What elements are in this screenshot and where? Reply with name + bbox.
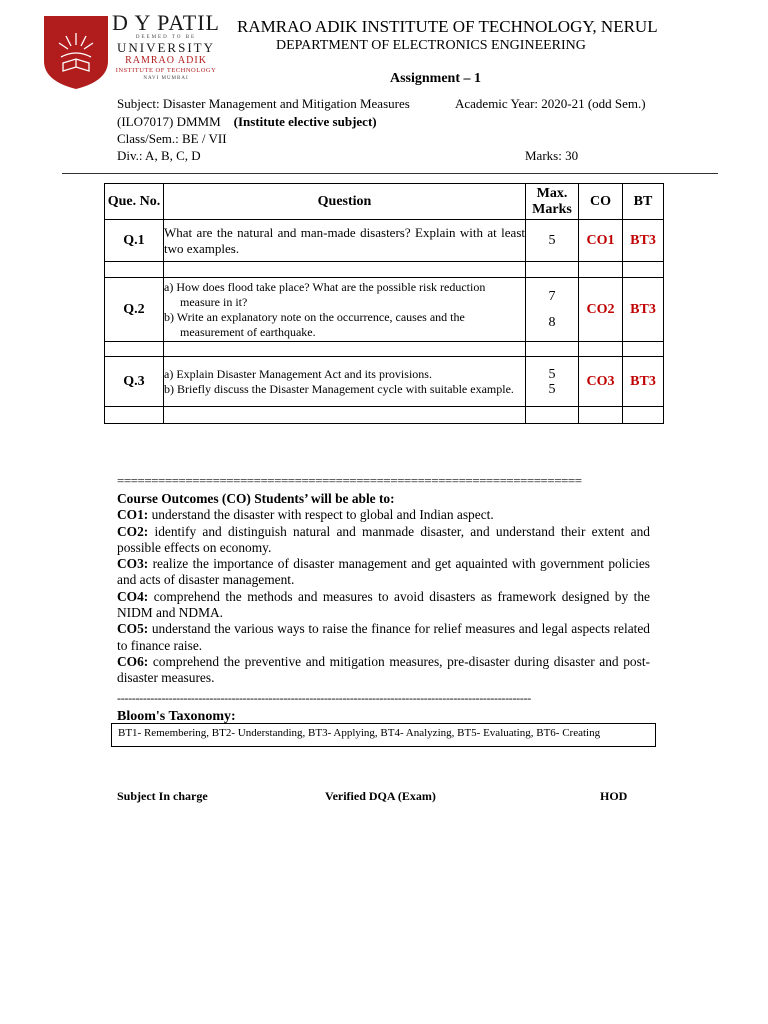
header-que-no: Que. No. xyxy=(105,184,164,220)
question-table xyxy=(104,183,664,424)
outcome-item xyxy=(117,589,650,622)
q3-marks xyxy=(526,357,579,407)
outcome-text: understand the various ways to raise the finance for relief measures and legal aspects related to finance raise. xyxy=(117,621,650,653)
q3-marks-b: 5 xyxy=(548,381,556,397)
q2-co: CO2 xyxy=(579,278,623,342)
university-logo-shield xyxy=(41,13,111,91)
assignment-title: Assignment – 1 xyxy=(390,71,482,86)
class-sem: Class/Sem.: BE / VII xyxy=(117,131,227,146)
table-header-row xyxy=(105,184,664,220)
q2-marks xyxy=(526,278,579,342)
outcome-label: CO3: xyxy=(117,556,149,572)
table-row-q2 xyxy=(105,278,664,342)
signature-hod: HOD xyxy=(600,789,628,803)
q2-bt: BT3 xyxy=(623,278,664,342)
outcome-text: realize the importance of disaster management and get aquainted with government policies and acts of disaster management. xyxy=(117,556,650,588)
outcome-item xyxy=(117,654,650,687)
header-co: CO xyxy=(579,184,623,220)
outcome-text: identify and distinguish natural and manmade disaster, and understand their extent and possible effects on economy. xyxy=(117,523,650,555)
q3-co: CO3 xyxy=(579,357,623,407)
signature-subject-in-charge: Subject In charge xyxy=(117,789,208,803)
table-row-q3 xyxy=(105,357,664,407)
elective-note: (Institute elective subject) xyxy=(233,114,377,129)
q2-part-b: b) Write an explanatory note on the occurrence, causes and the measurement of earthquake. xyxy=(164,309,465,339)
bloom-levels: BT1- Remembering, BT2- Understanding, BT3- Applying, BT4- Analyzing, BT5- Evaluating, BT6- Creating xyxy=(111,723,656,747)
logo-deemed: DEEMED TO BE xyxy=(135,35,197,40)
division: Div.: A, B, C, D xyxy=(117,148,201,163)
header-question: Question xyxy=(164,184,526,220)
logo-university: UNIVERSITY xyxy=(117,40,215,55)
outcome-label: CO1: xyxy=(117,507,149,523)
logo-location: NAVI MUMBAI xyxy=(143,76,189,81)
header-bt: BT xyxy=(623,184,664,220)
q3-marks-a: 5 xyxy=(548,366,556,382)
outcome-item xyxy=(117,524,650,557)
q3-number: Q.3 xyxy=(105,357,164,407)
total-marks: Marks: 30 xyxy=(525,148,579,163)
q1-marks: 5 xyxy=(526,220,579,262)
q3-part-b: b) Briefly discuss the Disaster Management cycle with suitable example. xyxy=(164,381,514,396)
department-name: DEPARTMENT OF ELECTRONICS ENGINEERING xyxy=(276,38,586,53)
q1-bt: BT3 xyxy=(623,220,664,262)
q3-bt: BT3 xyxy=(623,357,664,407)
q1-co: CO1 xyxy=(579,220,623,262)
q3-text xyxy=(164,357,526,407)
q1-text: What are the natural and man-made disasters? Explain with at least two examples. xyxy=(164,220,526,262)
university-logo-text xyxy=(107,12,225,82)
dashed-separator: ---------------------------------------------------------------------------------------------------------------- xyxy=(117,691,531,705)
q1-number: Q.1 xyxy=(105,220,164,262)
subject-code-text: (ILO7017) DMMM xyxy=(117,114,221,129)
subject-code xyxy=(117,114,377,130)
course-outcomes xyxy=(117,491,650,687)
q2-part-a: a) How does flood take place? What are the possible risk reduction measure in it? xyxy=(164,279,486,309)
outcome-item xyxy=(117,621,650,654)
outcome-text: understand the disaster with respect to global and Indian aspect. xyxy=(148,507,494,523)
outcome-label: CO6: xyxy=(117,653,149,669)
logo-name: D Y PATIL xyxy=(111,10,220,35)
table-spacer-row xyxy=(105,262,664,278)
logo-institute: RAMRAO ADIK xyxy=(125,55,207,66)
table-spacer-row xyxy=(105,342,664,357)
outcome-label: CO5: xyxy=(117,621,149,637)
signature-verified-dqa: Verified DQA (Exam) xyxy=(325,789,436,803)
bloom-title: Bloom's Taxonomy: xyxy=(117,709,236,724)
outcome-item xyxy=(117,556,650,589)
institute-name: RAMRAO ADIK INSTITUTE OF TECHNOLOGY, NERUL xyxy=(237,17,658,36)
q2-text xyxy=(164,278,526,342)
academic-year: Academic Year: 2020-21 (odd Sem.) xyxy=(455,96,646,111)
q3-part-a: a) Explain Disaster Management Act and its provisions. xyxy=(164,366,432,381)
outcome-text: comprehend the methods and measures to avoid disasters as framework designed by the NIDM and NDMA. xyxy=(117,588,650,621)
q2-marks-a: 7 xyxy=(548,288,556,304)
header-divider xyxy=(62,173,718,174)
course-outcomes-title: Course Outcomes (CO) Students’ will be able to: xyxy=(117,491,395,506)
outcome-label: CO2: xyxy=(117,523,149,539)
outcome-item xyxy=(117,507,650,523)
outcome-label: CO4: xyxy=(117,588,149,604)
q2-number: Q.2 xyxy=(105,278,164,342)
header-max-marks: Max. Marks xyxy=(526,184,579,220)
q2-marks-b: 8 xyxy=(548,314,556,330)
table-row-q1 xyxy=(105,220,664,262)
separator-line: ==================================================================== xyxy=(117,473,582,488)
logo-subtitle: INSTITUTE OF TECHNOLOGY xyxy=(115,67,217,74)
table-spacer-row xyxy=(105,407,664,424)
subject-line: Subject: Disaster Management and Mitigation Measures xyxy=(117,96,410,111)
outcome-text: comprehend the preventive and mitigation measures, pre-disaster during disaster and post-disaster measures. xyxy=(117,653,650,686)
